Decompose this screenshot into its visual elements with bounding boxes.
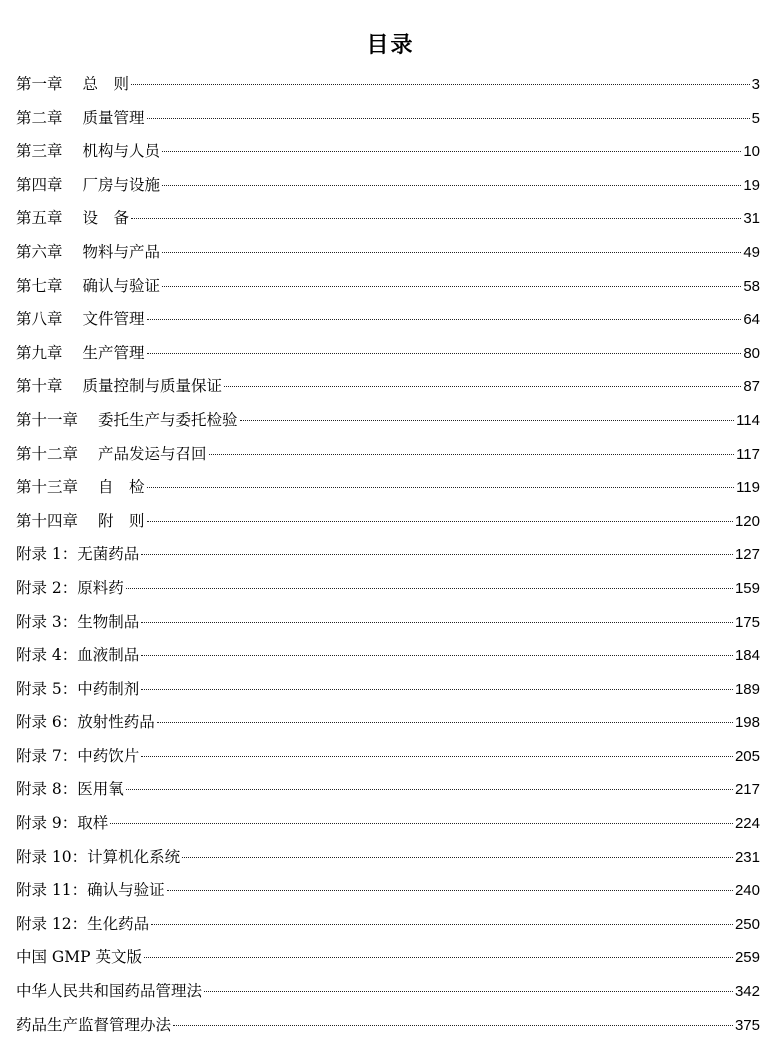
- toc-entry-page-number: 64: [743, 311, 760, 329]
- toc-dot-leader: [141, 756, 733, 757]
- toc-entry-chapter: 附录 5：: [16, 679, 78, 698]
- toc-entry-page-number: 231: [734, 848, 760, 866]
- toc-entry-page-number: 205: [734, 747, 760, 765]
- toc-entry-name: 产品发运与召回: [98, 444, 207, 463]
- toc-title: 目录: [366, 33, 415, 58]
- toc-entry-label: [16, 538, 139, 572]
- toc-entry-name: 质量控制与质量保证: [82, 377, 223, 396]
- toc-entry[interactable]: [16, 68, 760, 102]
- toc-entry-page-number: 19: [743, 176, 760, 194]
- toc-entry-page-number: 250: [734, 915, 760, 933]
- toc-entry-chapter: 附录 10：: [16, 847, 88, 866]
- toc-dot-leader: [204, 991, 733, 992]
- toc-entry-chapter: 附录 3：: [16, 612, 78, 631]
- toc-dot-leader: [182, 857, 733, 858]
- toc-entry[interactable]: [16, 303, 760, 337]
- toc-entry-label: [16, 404, 238, 438]
- toc-entry[interactable]: [16, 639, 760, 673]
- toc-entry[interactable]: [16, 236, 760, 270]
- toc-entry-chapter: 第十四章: [16, 511, 79, 530]
- toc-entry-name: 委托生产与委托检验: [98, 410, 238, 429]
- toc-entry-name: 自 检: [98, 478, 145, 497]
- toc-dot-leader: [141, 622, 733, 623]
- toc-entry-chapter: 第一章: [16, 75, 63, 93]
- toc-dot-leader: [167, 890, 733, 891]
- toc-entry[interactable]: [16, 706, 760, 740]
- toc-dot-leader: [151, 924, 733, 925]
- toc-entry-label: [16, 102, 145, 136]
- toc-dot-leader: [224, 386, 741, 387]
- toc-entry-page-number: 87: [743, 378, 760, 396]
- toc-entry-chapter: 附录 7：: [16, 746, 78, 765]
- toc-entry[interactable]: [16, 505, 760, 539]
- toc-entry-name: 无菌药品: [77, 545, 140, 564]
- toc-entry-name: 生物制品: [77, 612, 140, 631]
- toc-entry[interactable]: [16, 404, 760, 438]
- toc-entry-label: [16, 236, 160, 270]
- toc-entry[interactable]: [16, 572, 760, 606]
- toc-dot-leader: [147, 353, 742, 354]
- toc-entry-name: 血液制品: [77, 646, 140, 665]
- toc-entry-chapter: 附录 1：: [16, 545, 78, 564]
- toc-entry-label: [16, 1009, 171, 1043]
- toc-entry-label: [16, 438, 207, 472]
- toc-entry-chapter: 第二章: [16, 108, 63, 127]
- toc-entry[interactable]: [16, 471, 760, 505]
- toc-entry-page-number: 159: [734, 579, 760, 597]
- toc-entry[interactable]: [16, 370, 760, 404]
- toc-entry-label: [16, 337, 145, 371]
- toc-entry-page-number: 3: [751, 76, 760, 93]
- toc-entry-chapter: 第六章: [16, 242, 63, 261]
- toc-entry-name: 生产管理: [82, 343, 145, 362]
- toc-entry-chapter: 第十三章: [16, 478, 79, 497]
- toc-entry[interactable]: [16, 1009, 760, 1043]
- toc-entry-label: [16, 471, 145, 505]
- toc-entry[interactable]: [16, 773, 760, 807]
- toc-entry-page-number: 119: [736, 479, 760, 497]
- toc-entry-page-number: 217: [734, 781, 760, 799]
- toc-entry-label: [16, 68, 129, 102]
- toc-entry[interactable]: [16, 673, 760, 707]
- toc-entry-name: 设 备: [82, 209, 130, 228]
- toc-dot-leader: [110, 823, 733, 824]
- toc-dot-leader: [126, 789, 733, 790]
- toc-dot-leader: [131, 218, 741, 219]
- toc-entry-label: [16, 773, 124, 807]
- toc-entry-page-number: 189: [734, 680, 760, 698]
- toc-entry[interactable]: [16, 941, 760, 975]
- toc-entry-name: 原料药: [77, 578, 124, 597]
- toc-dot-leader: [147, 487, 735, 488]
- toc-entry-chapter: 第八章: [16, 310, 63, 329]
- toc-entry-chapter: 第五章: [16, 209, 63, 228]
- toc-entry-chapter: 第七章: [16, 276, 63, 295]
- toc-entry[interactable]: [16, 807, 760, 841]
- toc-dot-leader: [162, 252, 741, 253]
- toc-entry[interactable]: [16, 874, 760, 908]
- toc-dot-leader: [147, 319, 742, 320]
- toc-entry-label: [16, 606, 139, 640]
- toc-entry-page-number: 58: [743, 277, 760, 295]
- toc-entry-page-number: 198: [734, 714, 760, 732]
- toc-entry-label: [16, 572, 124, 606]
- toc-entry-name: 中药饮片: [77, 746, 140, 765]
- toc-entry[interactable]: [16, 202, 760, 236]
- toc-entry-page-number: 120: [734, 512, 760, 530]
- toc-entry-name: 计算机化系统: [87, 847, 181, 866]
- toc-entry-label: [16, 841, 180, 875]
- toc-entry-page-number: 259: [734, 949, 760, 967]
- toc-entry-page-number: 127: [734, 546, 760, 564]
- toc-entry-chapter: 附录 8：: [16, 780, 78, 799]
- toc-entry-chapter: 附录 2：: [16, 578, 78, 597]
- toc-entry-name: 文件管理: [82, 310, 145, 329]
- toc-entry-name: 质量管理: [82, 108, 145, 127]
- toc-entry-chapter: 第十一章: [16, 410, 79, 429]
- toc-entry[interactable]: [16, 975, 760, 1009]
- toc-entry-label: [16, 135, 160, 169]
- toc-entry-page-number: 184: [734, 647, 760, 665]
- toc-list: [16, 68, 760, 1042]
- toc-entry-label: [16, 874, 165, 908]
- toc-entry[interactable]: [16, 135, 760, 169]
- toc-entry-name: 药品生产监督管理办法: [16, 1015, 172, 1034]
- toc-dot-leader: [147, 118, 750, 119]
- toc-entry[interactable]: [16, 438, 760, 472]
- toc-entry-chapter: 第三章: [16, 142, 63, 161]
- toc-entry-page-number: 375: [734, 1016, 760, 1034]
- toc-entry-name: 中药制剂: [77, 679, 140, 698]
- toc-entry-label: [16, 673, 139, 707]
- toc-dot-leader: [126, 588, 733, 589]
- toc-dot-leader: [141, 554, 733, 555]
- toc-entry-page-number: 10: [743, 143, 760, 161]
- toc-entry-name: 中国 GMP 英文版: [16, 948, 143, 967]
- toc-entry-label: [16, 941, 142, 975]
- toc-entry-name: 总 则: [82, 75, 130, 93]
- toc-dot-leader: [157, 722, 733, 723]
- toc-dot-leader: [141, 655, 733, 656]
- toc-entry-page-number: 117: [736, 445, 760, 463]
- toc-entry-name: 机构与人员: [82, 142, 161, 161]
- toc-dot-leader: [144, 957, 733, 958]
- toc-entry[interactable]: [16, 337, 760, 371]
- toc-entry-label: [16, 706, 155, 740]
- toc-entry[interactable]: [16, 538, 760, 572]
- toc-entry-chapter: 附录 12：: [16, 914, 88, 933]
- toc-entry[interactable]: [16, 102, 760, 136]
- toc-entry-chapter: 第十章: [16, 377, 63, 396]
- toc-entry-name: 医用氧: [77, 780, 124, 799]
- toc-dot-leader: [209, 454, 735, 455]
- toc-entry-chapter: 附录 6：: [16, 713, 78, 732]
- toc-entry-page-number: 342: [734, 983, 760, 1001]
- toc-entry-name: 生化药品: [87, 914, 150, 933]
- toc-dot-leader: [173, 1025, 733, 1026]
- toc-entry-chapter: 第十二章: [16, 444, 79, 463]
- toc-entry-page-number: 31: [743, 210, 760, 228]
- toc-dot-leader: [162, 286, 741, 287]
- toc-entry-chapter: 第四章: [16, 175, 63, 194]
- toc-entry-chapter: 附录 9：: [16, 814, 78, 833]
- toc-entry-label: [16, 639, 139, 673]
- toc-dot-leader: [162, 151, 741, 152]
- toc-entry-label: [16, 303, 145, 337]
- toc-dot-leader: [131, 84, 750, 85]
- toc-entry-name: 确认与验证: [87, 881, 165, 900]
- toc-entry-chapter: 附录 4：: [16, 646, 78, 665]
- toc-entry[interactable]: [16, 169, 760, 203]
- toc-entry-label: [16, 740, 139, 774]
- toc-entry-page-number: 240: [734, 882, 760, 900]
- toc-dot-leader: [141, 689, 733, 690]
- toc-entry[interactable]: [16, 606, 760, 640]
- toc-entry-chapter: 附录 11：: [16, 881, 88, 900]
- toc-entry-page-number: 114: [736, 411, 760, 429]
- toc-entry-chapter: 第九章: [16, 343, 63, 362]
- toc-dot-leader: [147, 521, 733, 522]
- toc-entry-name: 附 则: [98, 511, 145, 530]
- toc-entry-label: [16, 505, 145, 539]
- toc-entry[interactable]: [16, 841, 760, 875]
- toc-entry-label: [16, 908, 149, 942]
- toc-entry-name: 取样: [77, 814, 109, 833]
- toc-entry-name: 厂房与设施: [82, 175, 161, 194]
- toc-entry-page-number: 5: [751, 109, 760, 127]
- toc-entry[interactable]: [16, 908, 760, 942]
- toc-entry-name: 物料与产品: [82, 242, 161, 261]
- toc-entry-name: 放射性药品: [77, 713, 155, 732]
- toc-entry[interactable]: [16, 270, 760, 304]
- toc-entry-page-number: 49: [743, 243, 760, 261]
- toc-entry-name: 确认与验证: [82, 276, 161, 295]
- toc-entry-name: 中华人民共和国药品管理法: [16, 982, 203, 1001]
- toc-dot-leader: [162, 185, 741, 186]
- toc-entry-label: [16, 370, 222, 404]
- toc-entry[interactable]: [16, 740, 760, 774]
- toc-entry-label: [16, 807, 108, 841]
- toc-entry-page-number: 224: [734, 815, 760, 833]
- toc-entry-label: [16, 975, 202, 1009]
- toc-entry-page-number: 80: [743, 344, 760, 362]
- toc-dot-leader: [240, 420, 735, 421]
- toc-entry-label: [16, 270, 160, 304]
- toc-entry-label: [16, 169, 160, 203]
- toc-entry-page-number: 175: [734, 613, 760, 631]
- toc-entry-label: [16, 202, 129, 236]
